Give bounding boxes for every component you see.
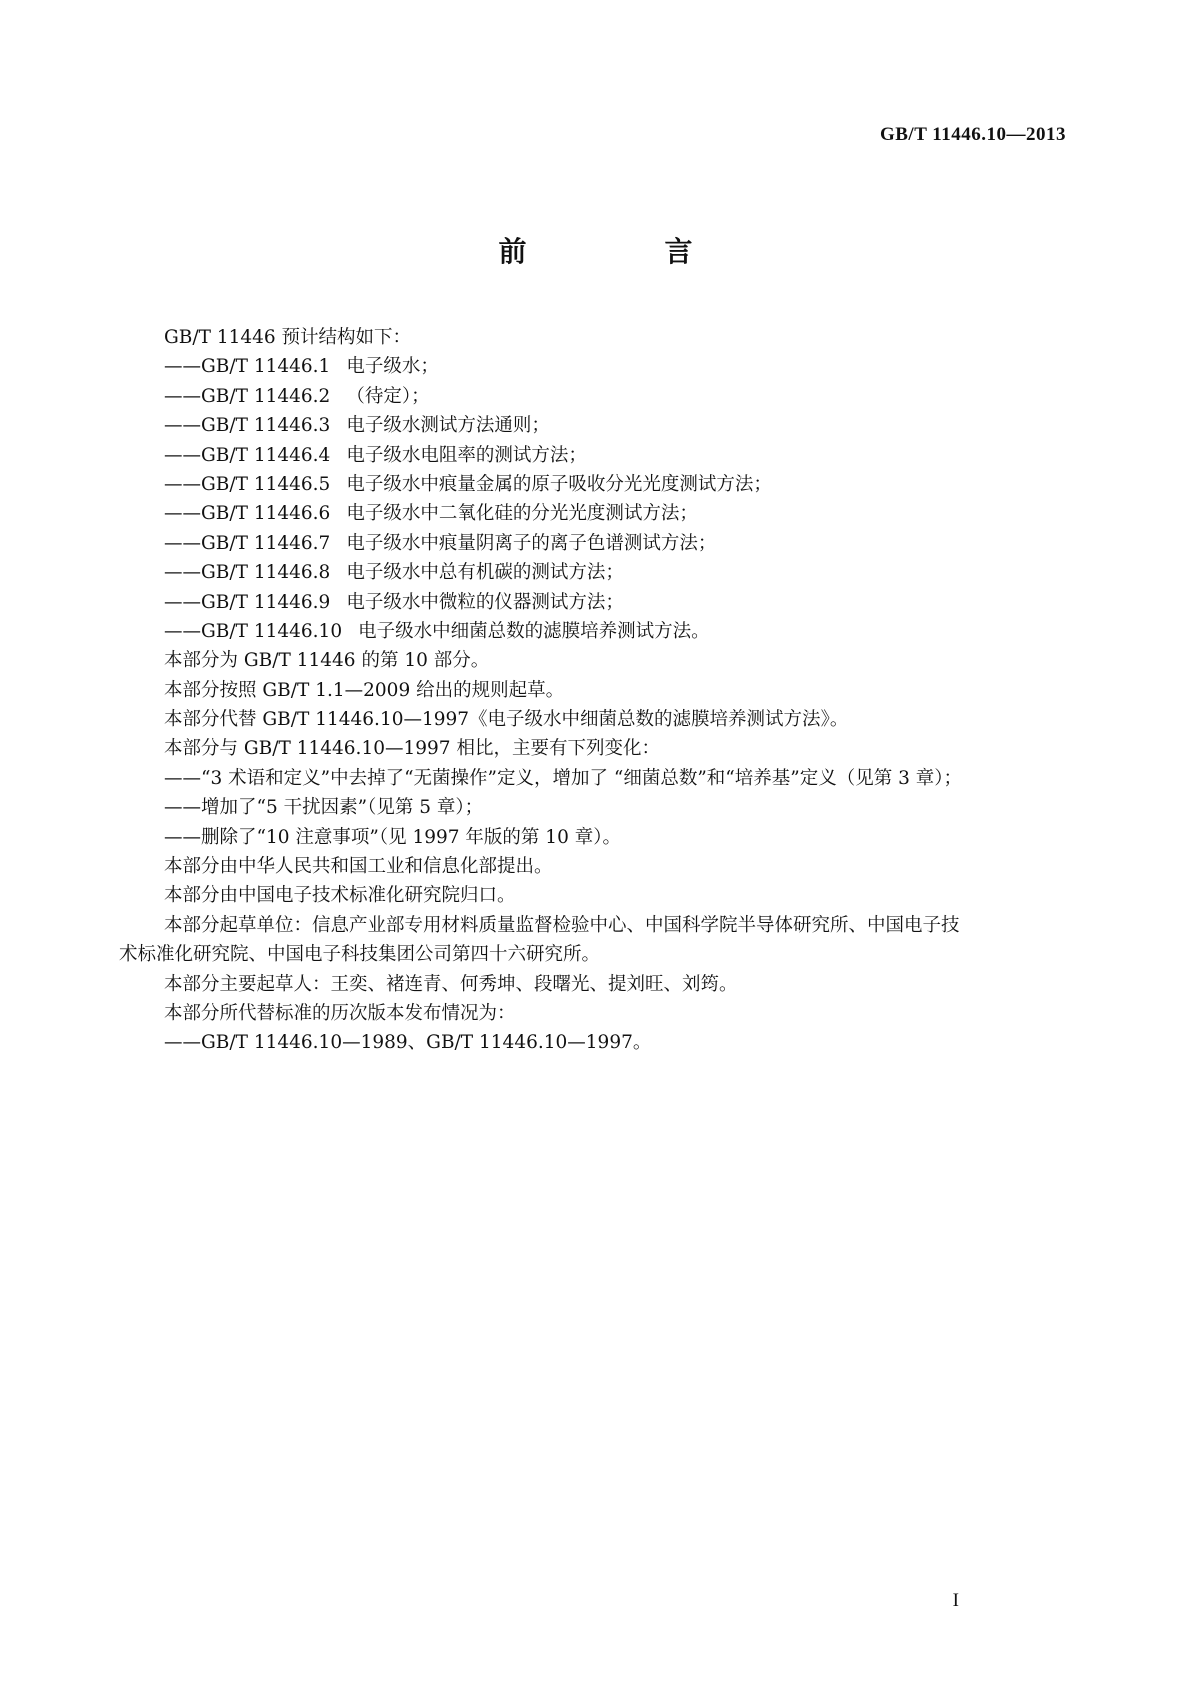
parts-list	[164, 352, 1074, 646]
part-name: 电子级水中痕量阴离子的离子色谱测试方法；	[346, 532, 717, 554]
paragraph-proposed-by: 本部分由中华人民共和国工业和信息化部提出。	[164, 856, 553, 878]
paragraph-centralized-by: 本部分由中国电子技术标准化研究院归口。	[164, 885, 516, 907]
paragraph-replaces: 本部分代替 GB/T 11446.10—1997《电子级水中细菌总数的滤膜培养测试方法》。	[164, 709, 849, 731]
part-code: ——GB/T 11446.8	[164, 562, 331, 584]
list-item	[164, 411, 1074, 440]
list-item	[164, 588, 1074, 617]
part-name: 电子级水中总有机碳的测试方法；	[346, 562, 624, 584]
paragraph-part-of: 本部分为 GB/T 11446 的第 10 部分。	[164, 650, 490, 672]
list-item: ——删除了“10 注意事项”（见 1997 年版的第 10 章）。	[164, 826, 621, 848]
part-name: 电子级水中二氧化硅的分光光度测试方法；	[346, 503, 698, 525]
list-item	[164, 470, 1074, 499]
part-name: 电子级水中细菌总数的滤膜培养测试方法。	[358, 620, 710, 642]
part-code: ——GB/T 11446.4	[164, 444, 331, 466]
paragraph-drafting-rules: 本部分按照 GB/T 1.1—2009 给出的规则起草。	[164, 679, 565, 701]
page-number: I	[952, 1590, 959, 1611]
paragraph-drafters: 本部分主要起草人：王奕、褚连青、何秀坤、段曙光、提刘旺、刘筠。	[164, 973, 738, 995]
history-item: ——GB/T 11446.10—1989、GB/T 11446.10—1997。	[164, 1032, 652, 1054]
part-name: 电子级水中痕量金属的原子吸收分光光度测试方法；	[346, 473, 772, 495]
list-item	[164, 441, 1074, 470]
paragraph-drafting-units: 本部分起草单位：信息产业部专用材料质量监督检验中心、中国科学院半导体研究所、中国电子技	[164, 914, 960, 936]
page-title: 前 言	[498, 235, 748, 268]
list-item	[164, 499, 1074, 528]
paragraph-history-intro: 本部分所代替标准的历次版本发布情况为：	[164, 1002, 516, 1024]
paragraph-changes-intro: 本部分与 GB/T 11446.10—1997 相比，主要有下列变化：	[164, 738, 660, 760]
foreword-body	[119, 323, 1074, 1058]
part-name: 电子级水测试方法通则；	[346, 415, 550, 437]
list-item	[164, 352, 1074, 381]
part-name: 电子级水；	[346, 356, 439, 378]
part-name: 电子级水中微粒的仪器测试方法；	[346, 591, 624, 613]
part-name: （待定）；	[346, 385, 430, 407]
paragraph-drafting-units-continued: 术标准化研究院、中国电子科技集团公司第四十六研究所。	[119, 944, 601, 966]
part-code: ——GB/T 11446.2	[164, 385, 331, 407]
part-code: ——GB/T 11446.9	[164, 591, 331, 613]
part-code: ——GB/T 11446.1	[164, 356, 331, 378]
part-name: 电子级水电阻率的测试方法；	[346, 444, 587, 466]
part-code: ——GB/T 11446.6	[164, 503, 331, 525]
standard-number: GB/T 11446.10—2013	[879, 124, 1066, 145]
list-item	[164, 558, 1074, 587]
list-item	[164, 617, 1074, 646]
part-code: ——GB/T 11446.7	[164, 532, 331, 554]
part-code: ——GB/T 11446.5	[164, 473, 331, 495]
list-item: ——增加了“5 干扰因素”（见第 5 章）；	[164, 797, 484, 819]
list-item	[164, 529, 1074, 558]
structure-intro: GB/T 11446 预计结构如下：	[164, 327, 412, 348]
changes-list	[164, 764, 1074, 852]
list-item: ——“3 术语和定义”中去掉了“无菌操作”定义，增加了 “细菌总数”和“培养基”定义（见第 3 章）；	[164, 767, 962, 789]
part-code: ——GB/T 11446.10	[164, 620, 343, 642]
list-item	[164, 382, 1074, 411]
part-code: ——GB/T 11446.3	[164, 415, 331, 437]
